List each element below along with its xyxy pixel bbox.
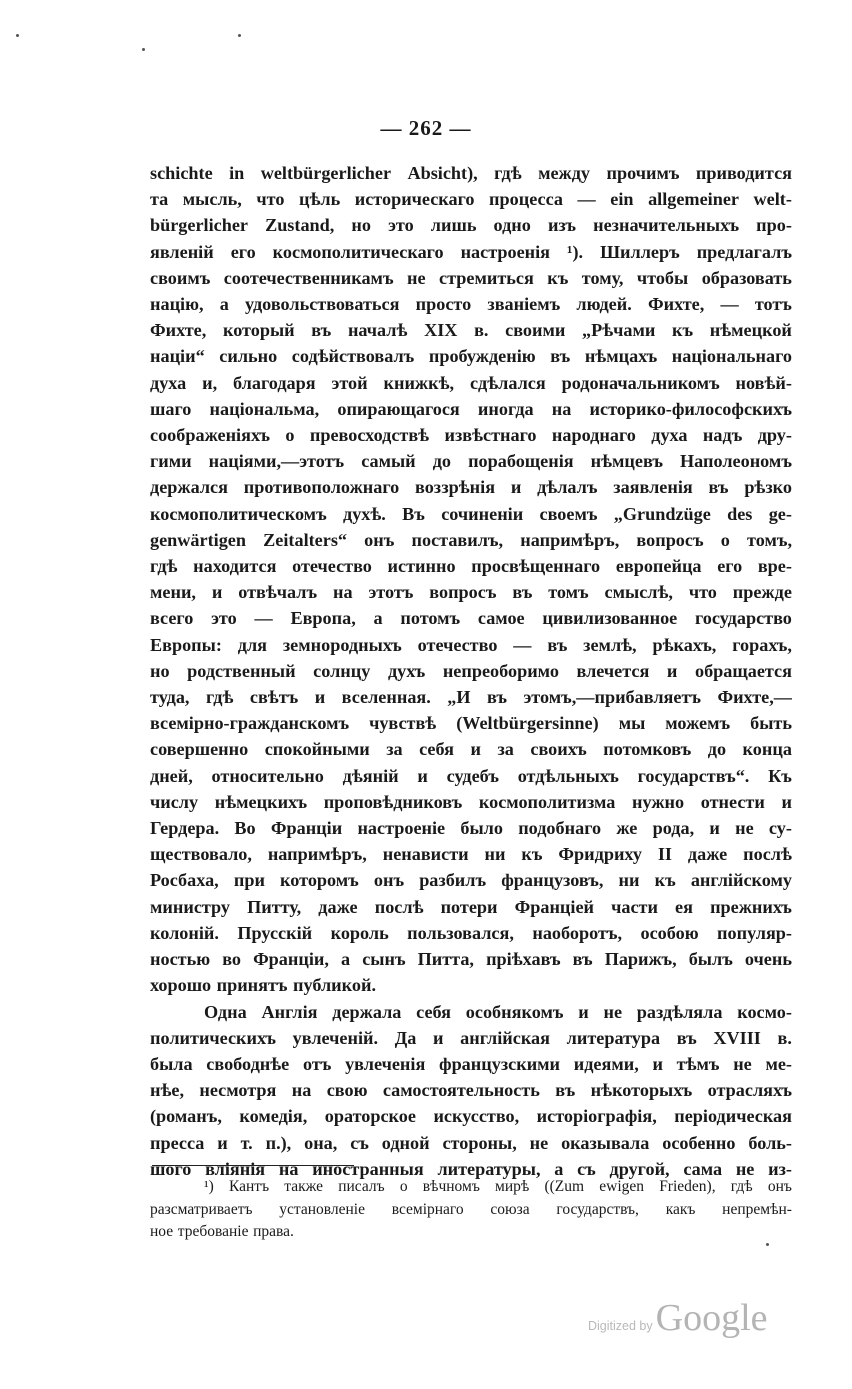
text-line: ществовало, напримѣръ, ненависти ни къ Фридриху II даже послѣ (150, 844, 792, 865)
text-line: министру Питту, даже послѣ потери Франціей части ея прежнихъ (150, 896, 792, 917)
text-line: явленій его космополитическаго настроенія ¹). Шиллеръ предлагалъ (150, 241, 792, 262)
text-line: genwärtigen Zeitalters“ онъ поставилъ, напримѣръ, вопросъ о томъ, (150, 529, 792, 550)
paragraph-start-line: Одна Англія держала себя особнякомъ и не раздѣляла космо- (204, 1001, 792, 1022)
text-line: Росбаха, при которомъ онъ разбилъ французовъ, ни къ англійскому (150, 870, 792, 891)
digitized-watermark (588, 1296, 768, 1340)
text-line: духа и, благодаря этой книжкѣ, сдѣлался родоначальникомъ новѣй- (150, 372, 792, 393)
page-number: — 262 — (380, 116, 472, 140)
text-line: мени, и отвѣчалъ на этотъ вопросъ въ томъ смыслѣ, что прежде (150, 582, 792, 603)
text-line: та мысль, что цѣль историческаго процесса — ein allgemeiner welt- (150, 189, 792, 210)
text-line: нѣе, несмотря на свою самостоятельность въ нѣкоторыхъ отрасляхъ (150, 1080, 792, 1101)
text-line: но родственный солнцу духъ непреоборимо влечется и обращается (150, 660, 792, 681)
text-line: (романъ, комедія, ораторское искусство, исторіографія, періодическая (150, 1106, 792, 1127)
text-line: туда, гдѣ свѣтъ и вселенная. „И въ этомъ,—прибавляетъ Фихте,— (150, 687, 792, 708)
text-line: держался противоположнаго воззрѣнія и дѣлалъ заявленія въ рѣзко (150, 477, 792, 498)
text-line: числу нѣмецкихъ проповѣдниковъ космополитизма нужно отнести и (150, 791, 792, 812)
google-logo: Google (655, 1297, 768, 1339)
footnote-divider (152, 1165, 354, 1166)
text-line: политическихъ увлеченій. Да и англійская литература въ XVIII в. (150, 1027, 792, 1048)
text-line: гдѣ находится отечество истинно просвѣщеннаго европейца его вре- (150, 556, 792, 577)
text-line: своимъ соотечественникамъ не стремиться къ тому, чтобы образовать (150, 267, 792, 288)
text-line: Гердера. Во Франціи настроеніе было подобнаго же рода, и не су- (150, 818, 792, 839)
text-line: всемірно-гражданскомъ чувствѣ (Weltbürgersinne) мы можемъ быть (150, 713, 792, 734)
text-line: дней, относительно дѣяній и судебъ отдѣльныхъ государствъ“. Къ (150, 765, 792, 786)
watermark-prefix: Digitized by (588, 1319, 653, 1333)
text-line: bürgerlicher Zustand, но это лишь одно изъ незначительныхъ про- (150, 215, 792, 236)
scan-speck (238, 34, 241, 37)
text-line: гими націями,—этотъ самый до порабощенія нѣмцевъ Наполеономъ (150, 451, 792, 472)
text-line: націю, а удовольствоваться просто званіемъ людей. Фихте, — тотъ (150, 294, 792, 315)
footnote-line: ¹) Кантъ также писалъ о вѣчномъ мирѣ ((Zum ewigen Frieden), гдѣ онъ (204, 1178, 792, 1195)
footnotes (150, 1176, 792, 1244)
text-line: пресса и т. п.), она, съ одной стороны, не оказывала особенно боль- (150, 1132, 792, 1153)
scan-speck (142, 48, 145, 51)
text-line: Фихте, который въ началѣ XIX в. своими „Рѣчами къ нѣмецкой (150, 320, 792, 341)
text-line: всего это — Европа, а потомъ самое цивилизованное государство (150, 608, 792, 629)
text-line: была свободнѣе отъ увлеченія французскими идеями, и тѣмъ не ме- (150, 1053, 792, 1074)
text-line: шого вліянія на иностранныя литературы, а съ другой, сама не из- (150, 1158, 792, 1179)
text-line: ностью во Франціи, а сынъ Питта, пріѣхавъ въ Парижъ, былъ очень (150, 949, 792, 970)
body-text (150, 160, 792, 1182)
text-line: schichte in weltbürgerlicher Absicht), гдѣ между прочимъ приводится (150, 163, 792, 183)
scan-speck (766, 1243, 769, 1246)
text-line: націи“ сильно содѣйствовалъ пробужденію въ нѣмцахъ національнаго (150, 346, 792, 367)
text-line: совершенно спокойными за себя и за своихъ потомковъ до конца (150, 739, 792, 760)
footnote-line: ное требованіе права. (150, 1223, 294, 1240)
text-line: Европы: для земнородныхъ отечество — въ землѣ, рѣкахъ, горахъ, (150, 634, 792, 655)
text-line: соображеніяхъ о превосходствѣ извѣстнаго народнаго духа надъ дру- (150, 425, 792, 446)
text-line: колоній. Прусскій король пользовался, наоборотъ, особою популяр- (150, 922, 792, 943)
paragraph-end-line: хорошо принятъ публикой. (150, 975, 377, 996)
text-line: шаго національма, опирающагося иногда на историко-философскихъ (150, 398, 792, 419)
scan-speck (16, 34, 19, 37)
text-line: космополитическомъ духѣ. Въ сочиненіи своемъ „Grundzüge des ge- (150, 503, 792, 524)
footnote-line: разсматриваетъ установленіе всемірнаго союза государствъ, какъ непремѣн- (150, 1200, 792, 1218)
